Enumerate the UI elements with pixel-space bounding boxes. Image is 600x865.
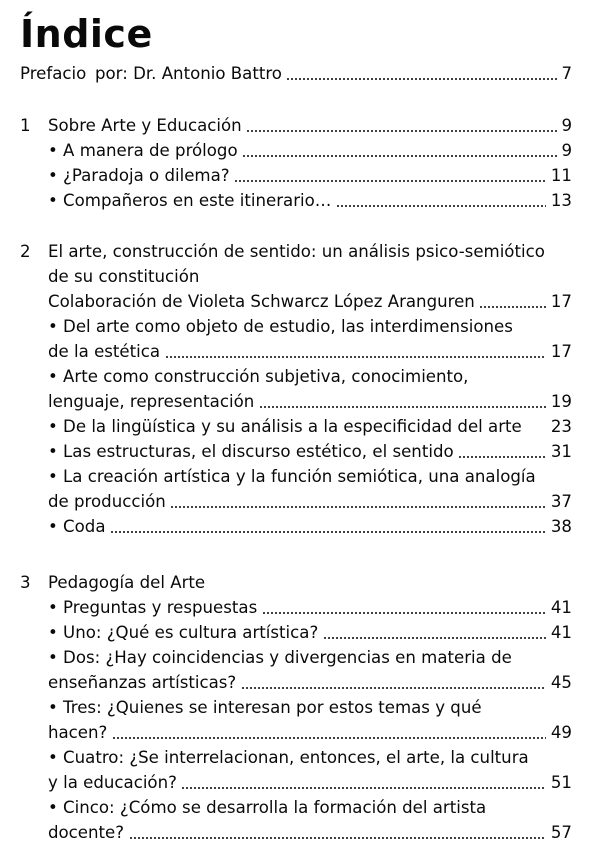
toc-entry[interactable] [0,695,600,720]
entry-text-continued: docente? [48,823,125,842]
leader-dots [112,737,546,739]
leader-dots [165,356,546,358]
page-number: 13 [550,191,572,210]
page-number: 17 [550,292,572,311]
entry-text: • ¿Paradoja o dilema? [48,166,230,185]
toc-entry[interactable] [0,464,600,489]
toc-entry-cont[interactable] [0,389,600,414]
entry-text: • Arte como construcción subjetiva, conocimiento, [48,367,469,386]
toc-entry[interactable] [0,163,600,188]
page-number: 31 [550,442,572,461]
toc-entry[interactable] [0,439,600,464]
entry-text: • Dos: ¿Hay coincidencias y divergencias en materia de [48,648,512,667]
entry-text-continued: hacen? [48,723,108,742]
toc-entry[interactable] [0,745,600,770]
leader-dots [246,130,557,132]
leader-dots [129,837,546,839]
leader-dots [242,155,557,157]
entry-text: • Coda [48,517,106,536]
page-title: Índice [20,12,153,56]
toc-chapter-1[interactable] [0,113,600,138]
leader-dots [241,687,546,689]
page-number: 9 [561,116,572,135]
page-number: 51 [550,773,572,792]
leader-dots [170,506,546,508]
toc-entry-preface[interactable] [0,61,600,86]
toc-entry-cont[interactable] [0,670,600,695]
toc-entry[interactable] [0,795,600,820]
entry-text: • Tres: ¿Quienes se interesan por estos temas y qué [48,698,482,717]
toc-collaboration[interactable] [0,289,600,314]
toc-chapter-3[interactable] [0,570,600,595]
page-number: 37 [550,492,572,511]
leader-dots [479,306,546,308]
entry-text: • Uno: ¿Qué es cultura artística? [48,623,319,642]
toc-entry-cont[interactable] [0,720,600,745]
page-number: 23 [550,417,572,436]
entry-text: • Las estructuras, el discurso estético, el sentido [48,442,454,461]
entry-text: • De la lingüística y su análisis a la especificidad del arte [48,417,522,436]
toc-chapter-2[interactable] [0,239,600,264]
page-number: 17 [550,342,572,361]
chapter-number: 2 [20,242,31,261]
entry-text: • Del arte como objeto de estudio, las interdimensiones [48,317,513,336]
entry-text: • Cuatro: ¿Se interrelacionan, entonces, el arte, la cultura [48,748,529,767]
chapter-number: 3 [20,573,31,592]
toc-entry[interactable] [0,138,600,163]
toc-entry[interactable] [0,414,600,439]
entry-text-continued: lenguaje, representación [48,392,255,411]
entry-text: • La creación artística y la función semiótica, una analogía [48,467,536,486]
entry-text-continued: de la estética [48,342,161,361]
leader-dots [262,612,546,614]
chapter-number: 1 [20,116,31,135]
toc-entry[interactable] [0,620,600,645]
toc-entry[interactable] [0,188,600,213]
page-number: 41 [550,623,572,642]
entry-text-continued: de producción [48,492,166,511]
entry-text: • A manera de prólogo [48,141,238,160]
toc-entry[interactable] [0,314,600,339]
entry-text: • Compañeros en este itinerario… [48,191,332,210]
toc-chapter-2-cont [0,264,600,289]
entry-text-continued: enseñanzas artísticas? [48,673,237,692]
page-number: 7 [561,64,572,83]
page-number: 57 [550,823,572,842]
toc-entry[interactable] [0,645,600,670]
chapter-title: Pedagogía del Arte [48,573,206,592]
leader-dots [336,205,546,207]
preface-author: por: Dr. Antonio Battro [95,64,282,83]
entry-text: • Cinco: ¿Cómo se desarrolla la formación del artista [48,798,487,817]
preface-label: Prefacio [20,64,87,83]
page-number: 11 [550,166,572,185]
page-number: 41 [550,598,572,617]
page-number: 9 [561,141,572,160]
toc-entry-cont[interactable] [0,770,600,795]
leader-dots [110,531,546,533]
toc-entry-cont[interactable] [0,339,600,364]
toc-entry-cont[interactable] [0,820,600,845]
toc-entry[interactable] [0,514,600,539]
page-number: 38 [550,517,572,536]
chapter-title: El arte, construcción de sentido: un análisis psico-semiótico [48,242,545,261]
toc-entry[interactable] [0,364,600,389]
page-number: 19 [550,392,572,411]
page-number: 49 [550,723,572,742]
collaboration-credit: Colaboración de Violeta Schwarcz López Aranguren [48,292,475,311]
entry-text-continued: y la educación? [48,773,177,792]
toc-entry[interactable] [0,595,600,620]
leader-dots [181,787,546,789]
leader-dots [323,637,546,639]
chapter-title-continued: de su constitución [48,267,200,286]
leader-dots [234,180,546,182]
toc-entry-cont[interactable] [0,489,600,514]
chapter-title: Sobre Arte y Educación [48,116,242,135]
leader-dots [286,78,557,80]
leader-dots [259,406,546,408]
page-number: 45 [550,673,572,692]
leader-dots [458,456,546,458]
entry-text: • Preguntas y respuestas [48,598,258,617]
